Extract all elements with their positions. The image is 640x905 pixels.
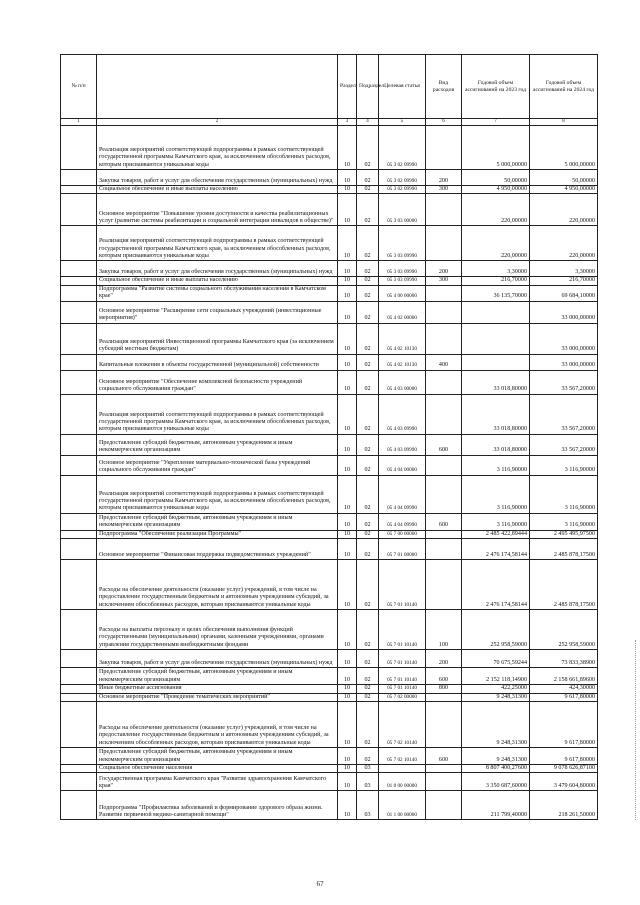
cell-target: 05 7 02 10140 <box>379 748 426 765</box>
cell-vid: 300 <box>426 186 462 194</box>
cell-razdel: 10 <box>338 560 357 610</box>
cell-razdel: 10 <box>338 610 357 650</box>
cell-y2023: 2 476 174,58144 <box>462 560 530 610</box>
cell-num <box>61 513 97 530</box>
cell-y2024: 4 950,00000 <box>530 186 598 194</box>
cell-razdel: 10 <box>338 301 357 323</box>
cell-podrazdel: 02 <box>357 434 379 455</box>
cell-y2023: 2 485 422,89444 <box>462 530 530 538</box>
margin-line <box>635 640 636 820</box>
cell-razdel: 10 <box>338 702 357 748</box>
cell-num <box>61 773 97 791</box>
header-podrazdel: Подраздел <box>357 55 379 119</box>
cell-y2024: 9 617,80000 <box>530 702 598 748</box>
col-number: 7 <box>462 119 530 126</box>
header-y2024: Годовой объем ассигнований на 2024 год <box>530 55 598 119</box>
cell-y2024: 3 479 604,80000 <box>530 773 598 791</box>
cell-razdel: 10 <box>338 226 357 261</box>
cell-razdel: 10 <box>338 773 357 791</box>
cell-vid: 200 <box>426 261 462 277</box>
cell-podrazdel: 02 <box>357 261 379 277</box>
cell-target: 05 3 03 00000 <box>379 194 426 226</box>
cell-y2023: 5 000,00000 <box>462 126 530 170</box>
cell-podrazdel: 02 <box>357 277 379 285</box>
cell-name: Социальное обеспечение и иные выплаты населению <box>97 277 338 285</box>
cell-podrazdel: 02 <box>357 748 379 765</box>
cell-razdel: 10 <box>338 513 357 530</box>
cell-y2024: 3 116,90000 <box>530 513 598 530</box>
cell-y2023 <box>462 323 530 354</box>
cell-podrazdel: 02 <box>357 370 379 394</box>
cell-razdel: 10 <box>338 650 357 668</box>
cell-vid <box>426 226 462 261</box>
cell-vid <box>426 323 462 354</box>
table-body <box>61 126 598 820</box>
cell-name: Основное мероприятие "Обеспечение комплексной безопасности учреждений социального обслуживания граждан" <box>97 370 338 394</box>
cell-vid <box>426 475 462 513</box>
table-row <box>61 765 598 773</box>
cell-num <box>61 194 97 226</box>
cell-target: 05 4 04 00000 <box>379 455 426 475</box>
col-number: 3 <box>338 119 357 126</box>
table-row <box>61 194 598 226</box>
header-y2023: Годовой объем ассигнований на 2023 год <box>462 55 530 119</box>
table-row <box>61 354 598 370</box>
cell-vid <box>426 194 462 226</box>
cell-num <box>61 186 97 194</box>
cell-y2023: 252 958,59000 <box>462 610 530 650</box>
cell-name: Закупка товаров, работ и услуг для обеспечения государственных (муниципальных) нужд <box>97 261 338 277</box>
budget-table <box>60 54 598 820</box>
cell-name: Предоставление субсидий бюджетным, автономным учреждениям и иным некоммерческим организациям <box>97 668 338 685</box>
cell-y2024: 2 485 878,17500 <box>530 560 598 610</box>
cell-podrazdel: 02 <box>357 301 379 323</box>
table-row <box>61 475 598 513</box>
cell-y2024: 220,00000 <box>530 194 598 226</box>
cell-name: Государственная программа Камчатского края "Развитие здравоохранения Камчатского края" <box>97 773 338 791</box>
cell-name: Реализация мероприятий соответствующей подпрограммы в рамках соответствующей государственной программы Камчатского края, за исключением обособленных расходов, которым присваиваются уникальные коды <box>97 226 338 261</box>
cell-razdel: 10 <box>338 791 357 820</box>
cell-y2023: 9 248,31300 <box>462 748 530 765</box>
cell-y2024: 252 958,59000 <box>530 610 598 650</box>
header-target: Целевая статья <box>379 55 426 119</box>
cell-y2023: 4 950,00000 <box>462 186 530 194</box>
cell-num <box>61 394 97 434</box>
cell-y2024: 220,00000 <box>530 226 598 261</box>
cell-y2023 <box>462 301 530 323</box>
cell-podrazdel: 02 <box>357 354 379 370</box>
cell-name: Основное мероприятие "Укрепление материально-технической базы учреждений социального обслуживания граждан" <box>97 455 338 475</box>
cell-target: 05 7 01 10140 <box>379 610 426 650</box>
column-numbers-row <box>61 119 598 126</box>
cell-target: 05 7 01 10140 <box>379 668 426 685</box>
cell-y2023: 50,00000 <box>462 170 530 186</box>
table-row <box>61 186 598 194</box>
cell-razdel: 10 <box>338 539 357 560</box>
cell-name: Предоставление субсидий бюджетным, автономным учреждениям и иным некоммерческим организациям <box>97 434 338 455</box>
table-row <box>61 748 598 765</box>
cell-y2024: 3 116,90000 <box>530 475 598 513</box>
cell-vid <box>426 285 462 301</box>
cell-razdel: 10 <box>338 285 357 301</box>
table-row <box>61 434 598 455</box>
cell-y2023: 3 116,90000 <box>462 513 530 530</box>
header-num: № п/п <box>61 55 97 119</box>
cell-razdel: 10 <box>338 261 357 277</box>
table-row <box>61 323 598 354</box>
cell-vid <box>426 693 462 701</box>
cell-vid: 600 <box>426 748 462 765</box>
cell-name: Иные бюджетные ассигнования <box>97 685 338 693</box>
cell-target: 05 3 02 09990 <box>379 186 426 194</box>
cell-y2024: 2 495 495,97500 <box>530 530 598 538</box>
cell-razdel: 10 <box>338 354 357 370</box>
cell-num <box>61 539 97 560</box>
cell-y2024: 9 078 626,87100 <box>530 765 598 773</box>
cell-name: Предоставление субсидий бюджетным, автономным учреждениям и иным некоммерческим организациям <box>97 513 338 530</box>
table-row <box>61 370 598 394</box>
header-vid: Вид расходов <box>426 55 462 119</box>
cell-y2024: 33 567,20000 <box>530 434 598 455</box>
cell-name: Закупка товаров, работ и услуг для обеспечения государственных (муниципальных) нужд <box>97 170 338 186</box>
cell-vid: 200 <box>426 170 462 186</box>
cell-vid <box>426 370 462 394</box>
cell-target: 05 3 02 09990 <box>379 170 426 186</box>
cell-vid <box>426 394 462 434</box>
cell-y2023: 8 807 400,27600 <box>462 765 530 773</box>
cell-name: Основное мероприятие "Расширение сети социальных учреждений (инвестиционные мероприятия)" <box>97 301 338 323</box>
cell-podrazdel: 02 <box>357 693 379 701</box>
cell-podrazdel: 02 <box>357 702 379 748</box>
cell-name: Реализация мероприятий соответствующей подпрограммы в рамках соответствующей государственной программы Камчатского края, за исключением обособленных расходов, которым присваиваются уникальные коды <box>97 394 338 434</box>
table-row <box>61 226 598 261</box>
cell-razdel: 10 <box>338 194 357 226</box>
col-number: 8 <box>530 119 598 126</box>
cell-vid <box>426 765 462 773</box>
cell-target <box>379 765 426 773</box>
cell-podrazdel: 03 <box>357 773 379 791</box>
cell-razdel: 10 <box>338 370 357 394</box>
header-razdel: Раздел <box>338 55 357 119</box>
cell-y2024: 73 833,38900 <box>530 650 598 668</box>
cell-name: Социальное обеспечение населения <box>97 765 338 773</box>
cell-razdel: 10 <box>338 475 357 513</box>
cell-podrazdel: 02 <box>357 650 379 668</box>
cell-name: Реализация мероприятий соответствующей подпрограммы в рамках соответствующей государственной программы Камчатского края, за исключением обособленных расходов, которым присваиваются уникальные коды <box>97 475 338 513</box>
cell-y2023: 33 018,80000 <box>462 434 530 455</box>
cell-razdel: 10 <box>338 685 357 693</box>
cell-target: 05 7 01 10140 <box>379 685 426 693</box>
cell-y2024: 9 617,80000 <box>530 748 598 765</box>
cell-vid: 800 <box>426 685 462 693</box>
cell-podrazdel: 03 <box>357 765 379 773</box>
cell-razdel: 10 <box>338 126 357 170</box>
cell-vid <box>426 773 462 791</box>
cell-podrazdel: 02 <box>357 539 379 560</box>
col-number: 2 <box>97 119 338 126</box>
cell-target: 05 4 03 09990 <box>379 394 426 434</box>
cell-name: Расходы на обеспечение деятельности (оказание услуг) учреждений, в том числе на предоставление государственным бюджетным и автономным учреждениям субсидий, за исключением обособленных расходов, которым присваиваются уникальные коды <box>97 702 338 748</box>
cell-podrazdel: 03 <box>357 791 379 820</box>
cell-name: Капитальные вложения в объекты государственной (муниципальной) собственности <box>97 354 338 370</box>
cell-podrazdel: 02 <box>357 560 379 610</box>
cell-y2024: 424,30000 <box>530 685 598 693</box>
cell-podrazdel: 02 <box>357 285 379 301</box>
cell-target: 05 4 03 09990 <box>379 434 426 455</box>
cell-podrazdel: 02 <box>357 685 379 693</box>
table-row <box>61 455 598 475</box>
cell-razdel: 10 <box>338 693 357 701</box>
cell-podrazdel: 02 <box>357 394 379 434</box>
cell-y2024: 216,70000 <box>530 277 598 285</box>
table-row <box>61 773 598 791</box>
cell-y2024: 33 000,00000 <box>530 354 598 370</box>
cell-name: Подпрограмма "Обеспечение реализации Программы" <box>97 530 338 538</box>
cell-name: Социальное обеспечение и иные выплаты населению <box>97 186 338 194</box>
cell-num <box>61 277 97 285</box>
cell-num <box>61 323 97 354</box>
cell-y2023 <box>462 354 530 370</box>
cell-vid: 600 <box>426 668 462 685</box>
table-row <box>61 530 598 538</box>
cell-vid: 200 <box>426 650 462 668</box>
cell-target: 05 4 03 00000 <box>379 370 426 394</box>
cell-target: 05 4 02 10130 <box>379 323 426 354</box>
cell-name: Реализация мероприятий Инвестиционной программы Камчатского края (за исключением субсидий местным бюджетам) <box>97 323 338 354</box>
cell-vid: 600 <box>426 513 462 530</box>
cell-target: 05 4 02 10130 <box>379 354 426 370</box>
cell-target: 05 7 01 10140 <box>379 650 426 668</box>
cell-num <box>61 370 97 394</box>
cell-podrazdel: 02 <box>357 170 379 186</box>
cell-vid: 100 <box>426 610 462 650</box>
cell-num <box>61 685 97 693</box>
table-row <box>61 791 598 820</box>
cell-name: Закупка товаров, работ и услуг для обеспечения государственных (муниципальных) нужд <box>97 650 338 668</box>
cell-y2023: 2 152 118,14900 <box>462 668 530 685</box>
table-row <box>61 610 598 650</box>
cell-num <box>61 765 97 773</box>
cell-razdel: 10 <box>338 170 357 186</box>
cell-y2024: 9 617,80000 <box>530 693 598 701</box>
cell-vid <box>426 126 462 170</box>
cell-y2023: 9 248,31300 <box>462 693 530 701</box>
cell-podrazdel: 02 <box>357 186 379 194</box>
col-number: 1 <box>61 119 97 126</box>
cell-y2023: 211 799,40000 <box>462 791 530 820</box>
col-number: 5 <box>379 119 426 126</box>
cell-podrazdel: 02 <box>357 126 379 170</box>
cell-y2024: 33 000,00000 <box>530 323 598 354</box>
cell-num <box>61 702 97 748</box>
cell-razdel: 10 <box>338 530 357 538</box>
cell-vid <box>426 702 462 748</box>
cell-vid: 300 <box>426 277 462 285</box>
cell-num <box>61 261 97 277</box>
cell-podrazdel: 02 <box>357 610 379 650</box>
cell-y2024: 33 567,20000 <box>530 370 598 394</box>
cell-y2023: 220,00000 <box>462 194 530 226</box>
table-row <box>61 650 598 668</box>
cell-num <box>61 748 97 765</box>
cell-y2024: 2 485 878,17500 <box>530 539 598 560</box>
cell-razdel: 10 <box>338 434 357 455</box>
cell-y2023: 2 476 174,58144 <box>462 539 530 560</box>
cell-target: 05 7 00 00000 <box>379 530 426 538</box>
cell-target: 05 7 02 10140 <box>379 702 426 748</box>
cell-razdel: 10 <box>338 394 357 434</box>
cell-razdel: 10 <box>338 765 357 773</box>
cell-target: 05 4 04 09990 <box>379 475 426 513</box>
cell-num <box>61 610 97 650</box>
cell-num <box>61 285 97 301</box>
cell-num <box>61 301 97 323</box>
cell-y2023: 3 350 687,60000 <box>462 773 530 791</box>
cell-num <box>61 354 97 370</box>
cell-y2023: 70 675,59244 <box>462 650 530 668</box>
cell-y2023: 3 116,90000 <box>462 455 530 475</box>
cell-razdel: 10 <box>338 455 357 475</box>
cell-y2024: 33 000,00000 <box>530 301 598 323</box>
cell-target: 05 3 03 09990 <box>379 261 426 277</box>
table-row <box>61 301 598 323</box>
cell-target: 01 0 00 00000 <box>379 773 426 791</box>
cell-target: 05 7 01 00000 <box>379 539 426 560</box>
page-number: 67 <box>316 880 324 888</box>
header-name <box>97 55 338 119</box>
cell-podrazdel: 02 <box>357 323 379 354</box>
cell-target: 05 4 04 09990 <box>379 513 426 530</box>
table-row <box>61 394 598 434</box>
cell-vid: 600 <box>426 434 462 455</box>
table-row <box>61 261 598 277</box>
cell-podrazdel: 02 <box>357 475 379 513</box>
cell-podrazdel: 02 <box>357 455 379 475</box>
cell-y2023: 3 116,90000 <box>462 475 530 513</box>
cell-vid <box>426 791 462 820</box>
cell-y2024: 50,00000 <box>530 170 598 186</box>
cell-razdel: 10 <box>338 668 357 685</box>
col-number: 6 <box>426 119 462 126</box>
cell-vid <box>426 455 462 475</box>
table-row <box>61 170 598 186</box>
cell-num <box>61 560 97 610</box>
cell-num <box>61 126 97 170</box>
cell-num <box>61 791 97 820</box>
cell-vid: 400 <box>426 354 462 370</box>
cell-y2024: 3 116,90000 <box>530 455 598 475</box>
cell-name: Основное мероприятие "Проведение тематических мероприятий" <box>97 693 338 701</box>
cell-podrazdel: 02 <box>357 530 379 538</box>
cell-target: 05 7 02 00000 <box>379 693 426 701</box>
cell-num <box>61 530 97 538</box>
cell-name: Расходы на выплаты персоналу в целях обеспечения выполнения функций государственными (муниципальными) органами, казенными учреждениями, органами управления государственными внебюджетными фондами <box>97 610 338 650</box>
cell-y2023: 220,00000 <box>462 226 530 261</box>
cell-y2024: 5 000,00000 <box>530 126 598 170</box>
cell-podrazdel: 02 <box>357 194 379 226</box>
table-row <box>61 277 598 285</box>
col-number: 4 <box>357 119 379 126</box>
cell-num <box>61 455 97 475</box>
table-row <box>61 285 598 301</box>
cell-razdel: 10 <box>338 748 357 765</box>
cell-y2023: 36 135,70000 <box>462 285 530 301</box>
cell-target: 05 3 03 09990 <box>379 277 426 285</box>
cell-name: Подпрограмма "Профилактика заболеваний и формирование здорового образа жизни. Развитие первичной медико-санитарной помощи" <box>97 791 338 820</box>
table-row <box>61 513 598 530</box>
cell-num <box>61 226 97 261</box>
cell-razdel: 10 <box>338 323 357 354</box>
table-row <box>61 668 598 685</box>
table-row <box>61 693 598 701</box>
cell-y2024: 69 684,10000 <box>530 285 598 301</box>
cell-razdel: 10 <box>338 186 357 194</box>
cell-num <box>61 693 97 701</box>
cell-y2024: 2 158 661,89600 <box>530 668 598 685</box>
cell-num <box>61 650 97 668</box>
cell-vid <box>426 539 462 560</box>
cell-podrazdel: 02 <box>357 668 379 685</box>
cell-y2023: 9 248,31300 <box>462 702 530 748</box>
cell-target: 01 1 00 00000 <box>379 791 426 820</box>
cell-name: Основное мероприятие "Финансовая поддержка подведомственных учреждений" <box>97 539 338 560</box>
table-row <box>61 560 598 610</box>
table-header-row <box>61 55 598 119</box>
cell-razdel: 10 <box>338 277 357 285</box>
table-row <box>61 126 598 170</box>
cell-y2023: 422,25000 <box>462 685 530 693</box>
cell-podrazdel: 02 <box>357 513 379 530</box>
cell-name: Предоставление субсидий бюджетным, автономным учреждениям и иным некоммерческим организациям <box>97 748 338 765</box>
cell-y2024: 33 567,20000 <box>530 394 598 434</box>
cell-num <box>61 434 97 455</box>
cell-target: 05 4 02 00000 <box>379 301 426 323</box>
cell-name: Расходы на обеспечение деятельности (оказание услуг) учреждений, в том числе на предоставление государственным бюджетным и автономным учреждениям субсидий, за исключением обособленных расходов, которым присваиваются уникальные коды <box>97 560 338 610</box>
cell-target: 05 4 00 00000 <box>379 285 426 301</box>
table-row <box>61 685 598 693</box>
cell-name: Основное мероприятие "Повышение уровня доступности и качества реабилитационных услуг (развитие системы реабилитации и социальной интеграции инвалидов в обществе)" <box>97 194 338 226</box>
document-page <box>60 54 597 820</box>
cell-num <box>61 170 97 186</box>
cell-num <box>61 475 97 513</box>
cell-y2023: 3,30000 <box>462 261 530 277</box>
cell-y2023: 33 018,80000 <box>462 370 530 394</box>
cell-y2024: 3,30000 <box>530 261 598 277</box>
cell-vid <box>426 301 462 323</box>
cell-y2023: 216,70000 <box>462 277 530 285</box>
cell-name: Реализация мероприятий соответствующей подпрограммы в рамках соответствующей государственной программы Камчатского края, за исключением обособленных расходов, которым присваиваются уникальные коды <box>97 126 338 170</box>
cell-podrazdel: 02 <box>357 226 379 261</box>
cell-target: 05 3 02 09990 <box>379 126 426 170</box>
cell-y2024: 218 261,50000 <box>530 791 598 820</box>
cell-vid <box>426 530 462 538</box>
cell-y2023: 33 018,80000 <box>462 394 530 434</box>
cell-target: 05 3 03 09990 <box>379 226 426 261</box>
cell-vid <box>426 560 462 610</box>
table-row <box>61 702 598 748</box>
cell-name: Подпрограмма "Развитие системы социального обслуживания населения в Камчатском крае" <box>97 285 338 301</box>
table-row <box>61 539 598 560</box>
cell-target: 05 7 01 10140 <box>379 560 426 610</box>
cell-num <box>61 668 97 685</box>
